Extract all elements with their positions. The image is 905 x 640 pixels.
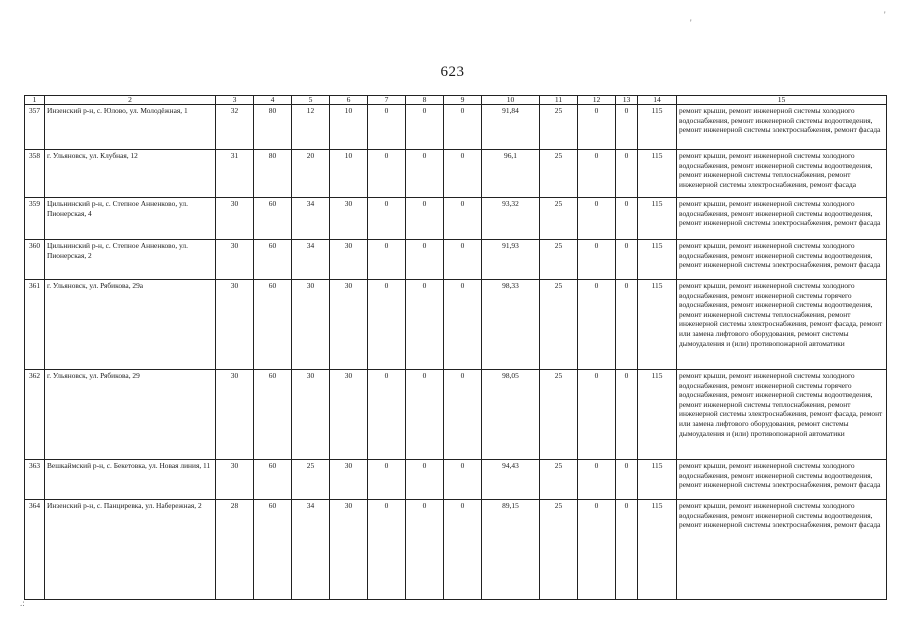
value-cell: 25 <box>540 105 578 150</box>
address-cell: Инзенский р-н, с. Юлово, ул. Молодёжная, 1 <box>45 105 216 150</box>
value-cell: 0 <box>616 460 638 500</box>
column-header: 12 <box>578 96 616 105</box>
value-cell: 115 <box>638 280 677 370</box>
value-cell: 10 <box>330 150 368 198</box>
row-number: 362 <box>25 370 45 460</box>
column-header: 13 <box>616 96 638 105</box>
table-row <box>25 105 887 150</box>
value-cell: 30 <box>216 280 254 370</box>
value-cell: 28 <box>216 500 254 600</box>
value-cell: 0 <box>578 105 616 150</box>
value-cell: 31 <box>216 150 254 198</box>
works-cell: ремонт крыши, ремонт инженерной системы холодного водоснабжения, ремонт инженерной системы водоотведения, ремонт инженерной системы электроснабжения, ремонт фасада <box>677 105 887 150</box>
table-header-row <box>25 96 887 105</box>
value-cell: 30 <box>216 460 254 500</box>
value-cell: 96,1 <box>482 150 540 198</box>
column-header: 3 <box>216 96 254 105</box>
row-number: 361 <box>25 280 45 370</box>
value-cell: 80 <box>254 105 292 150</box>
value-cell: 0 <box>616 370 638 460</box>
value-cell: 0 <box>406 370 444 460</box>
value-cell: 60 <box>254 280 292 370</box>
value-cell: 0 <box>578 280 616 370</box>
value-cell: 0 <box>368 150 406 198</box>
value-cell: 0 <box>578 198 616 240</box>
column-header: 15 <box>677 96 887 105</box>
column-header: 7 <box>368 96 406 105</box>
table-row <box>25 240 887 280</box>
scan-speck: .: <box>20 598 25 608</box>
value-cell: 0 <box>616 150 638 198</box>
value-cell: 0 <box>616 500 638 600</box>
value-cell: 30 <box>330 240 368 280</box>
value-cell: 0 <box>578 370 616 460</box>
table-row <box>25 460 887 500</box>
row-number: 359 <box>25 198 45 240</box>
column-header: 10 <box>482 96 540 105</box>
value-cell: 0 <box>578 240 616 280</box>
value-cell: 115 <box>638 460 677 500</box>
value-cell: 0 <box>368 500 406 600</box>
value-cell: 0 <box>406 460 444 500</box>
value-cell: 60 <box>254 460 292 500</box>
value-cell: 115 <box>638 198 677 240</box>
value-cell: 25 <box>540 280 578 370</box>
address-cell: г. Ульяновск, ул. Рябикова, 29 <box>45 370 216 460</box>
value-cell: 0 <box>406 240 444 280</box>
column-header: 1 <box>25 96 45 105</box>
value-cell: 25 <box>540 198 578 240</box>
value-cell: 34 <box>292 198 330 240</box>
value-cell: 0 <box>406 198 444 240</box>
scan-speck: ' <box>884 10 886 20</box>
works-cell: ремонт крыши, ремонт инженерной системы холодного водоснабжения, ремонт инженерной системы горячего водоснабжения, ремонт инженерной системы водоотведения, ремонт инженерной системы теплоснабжения, ремонт инженерной системы электроснабжения, ремонт фасада, ремонт или замена лифтового оборудования, ремонт системы дымоудаления и (или) противопожарной автоматики <box>677 370 887 460</box>
value-cell: 0 <box>444 150 482 198</box>
value-cell: 30 <box>330 460 368 500</box>
value-cell: 30 <box>216 370 254 460</box>
value-cell: 34 <box>292 500 330 600</box>
value-cell: 0 <box>368 240 406 280</box>
value-cell: 94,43 <box>482 460 540 500</box>
value-cell: 0 <box>368 280 406 370</box>
value-cell: 30 <box>330 500 368 600</box>
value-cell: 25 <box>540 500 578 600</box>
table-row <box>25 370 887 460</box>
value-cell: 0 <box>444 500 482 600</box>
value-cell: 60 <box>254 500 292 600</box>
table-row <box>25 198 887 240</box>
value-cell: 32 <box>216 105 254 150</box>
value-cell: 30 <box>330 198 368 240</box>
value-cell: 25 <box>540 370 578 460</box>
value-cell: 115 <box>638 500 677 600</box>
address-cell: Цильнинский р-н, с. Степное Анненково, ул. Пионерская, 2 <box>45 240 216 280</box>
value-cell: 0 <box>406 500 444 600</box>
works-cell: ремонт крыши, ремонт инженерной системы холодного водоснабжения, ремонт инженерной системы водоотведения, ремонт инженерной системы теплоснабжения, ремонт инженерной системы электроснабжения, ремонт фасада <box>677 150 887 198</box>
page-number: 623 <box>440 64 465 80</box>
value-cell: 91,84 <box>482 105 540 150</box>
works-cell: ремонт крыши, ремонт инженерной системы холодного водоснабжения, ремонт инженерной системы водоотведения, ремонт инженерной системы электроснабжения, ремонт фасада <box>677 240 887 280</box>
value-cell: 0 <box>368 105 406 150</box>
value-cell: 0 <box>444 280 482 370</box>
value-cell: 0 <box>444 198 482 240</box>
table-row <box>25 150 887 198</box>
works-cell: ремонт крыши, ремонт инженерной системы холодного водоснабжения, ремонт инженерной системы водоотведения, ремонт инженерной системы электроснабжения, ремонт фасада <box>677 500 887 600</box>
value-cell: 0 <box>368 370 406 460</box>
value-cell: 0 <box>444 105 482 150</box>
value-cell: 25 <box>540 150 578 198</box>
address-cell: г. Ульяновск, ул. Рябикова, 29а <box>45 280 216 370</box>
row-number: 363 <box>25 460 45 500</box>
column-header: 9 <box>444 96 482 105</box>
address-cell: г. Ульяновск, ул. Клубная, 12 <box>45 150 216 198</box>
value-cell: 0 <box>444 370 482 460</box>
works-cell: ремонт крыши, ремонт инженерной системы холодного водоснабжения, ремонт инженерной системы горячего водоснабжения, ремонт инженерной системы водоотведения, ремонт инженерной системы теплоснабжения, ремонт инженерной системы электроснабжения, ремонт фасада, ремонт или замена лифтового оборудования, ремонт системы дымоудаления и (или) противопожарной автоматики <box>677 280 887 370</box>
value-cell: 0 <box>444 460 482 500</box>
value-cell: 34 <box>292 240 330 280</box>
column-header: 14 <box>638 96 677 105</box>
value-cell: 60 <box>254 198 292 240</box>
table-row <box>25 500 887 600</box>
row-number: 357 <box>25 105 45 150</box>
value-cell: 0 <box>616 105 638 150</box>
row-number: 358 <box>25 150 45 198</box>
column-header: 11 <box>540 96 578 105</box>
value-cell: 115 <box>638 370 677 460</box>
row-number: 364 <box>25 500 45 600</box>
value-cell: 0 <box>578 500 616 600</box>
address-cell: Инзенский р-н, с. Панциревка, ул. Набережная, 2 <box>45 500 216 600</box>
column-header: 8 <box>406 96 444 105</box>
value-cell: 30 <box>216 198 254 240</box>
address-cell: Вешкаймский р-н, с. Бекетовка, ул. Новая линия, 11 <box>45 460 216 500</box>
value-cell: 30 <box>292 370 330 460</box>
value-cell: 20 <box>292 150 330 198</box>
value-cell: 0 <box>406 280 444 370</box>
column-header: 2 <box>45 96 216 105</box>
value-cell: 98,33 <box>482 280 540 370</box>
address-cell: Цильнинский р-н, с. Степное Анненково, ул. Пионерская, 4 <box>45 198 216 240</box>
value-cell: 0 <box>616 280 638 370</box>
column-header: 5 <box>292 96 330 105</box>
value-cell: 0 <box>616 240 638 280</box>
value-cell: 93,32 <box>482 198 540 240</box>
column-header: 4 <box>254 96 292 105</box>
row-number: 360 <box>25 240 45 280</box>
value-cell: 0 <box>406 150 444 198</box>
value-cell: 30 <box>216 240 254 280</box>
works-cell: ремонт крыши, ремонт инженерной системы холодного водоснабжения, ремонт инженерной системы водоотведения, ремонт инженерной системы электроснабжения, ремонт фасада <box>677 460 887 500</box>
value-cell: 91,93 <box>482 240 540 280</box>
value-cell: 25 <box>540 240 578 280</box>
value-cell: 30 <box>292 280 330 370</box>
value-cell: 25 <box>292 460 330 500</box>
value-cell: 0 <box>578 150 616 198</box>
scan-speck: ' <box>690 18 692 28</box>
value-cell: 98,05 <box>482 370 540 460</box>
value-cell: 89,15 <box>482 500 540 600</box>
value-cell: 0 <box>616 198 638 240</box>
value-cell: 0 <box>578 460 616 500</box>
value-cell: 115 <box>638 105 677 150</box>
value-cell: 10 <box>330 105 368 150</box>
value-cell: 0 <box>406 105 444 150</box>
value-cell: 0 <box>368 198 406 240</box>
value-cell: 60 <box>254 240 292 280</box>
value-cell: 12 <box>292 105 330 150</box>
column-header: 6 <box>330 96 368 105</box>
value-cell: 30 <box>330 370 368 460</box>
value-cell: 115 <box>638 240 677 280</box>
capital-repair-table <box>24 95 887 600</box>
value-cell: 60 <box>254 370 292 460</box>
value-cell: 80 <box>254 150 292 198</box>
value-cell: 30 <box>330 280 368 370</box>
value-cell: 0 <box>368 460 406 500</box>
value-cell: 0 <box>444 240 482 280</box>
works-cell: ремонт крыши, ремонт инженерной системы холодного водоснабжения, ремонт инженерной системы водоотведения, ремонт инженерной системы электроснабжения, ремонт фасада <box>677 198 887 240</box>
value-cell: 25 <box>540 460 578 500</box>
value-cell: 115 <box>638 150 677 198</box>
table-row <box>25 280 887 370</box>
